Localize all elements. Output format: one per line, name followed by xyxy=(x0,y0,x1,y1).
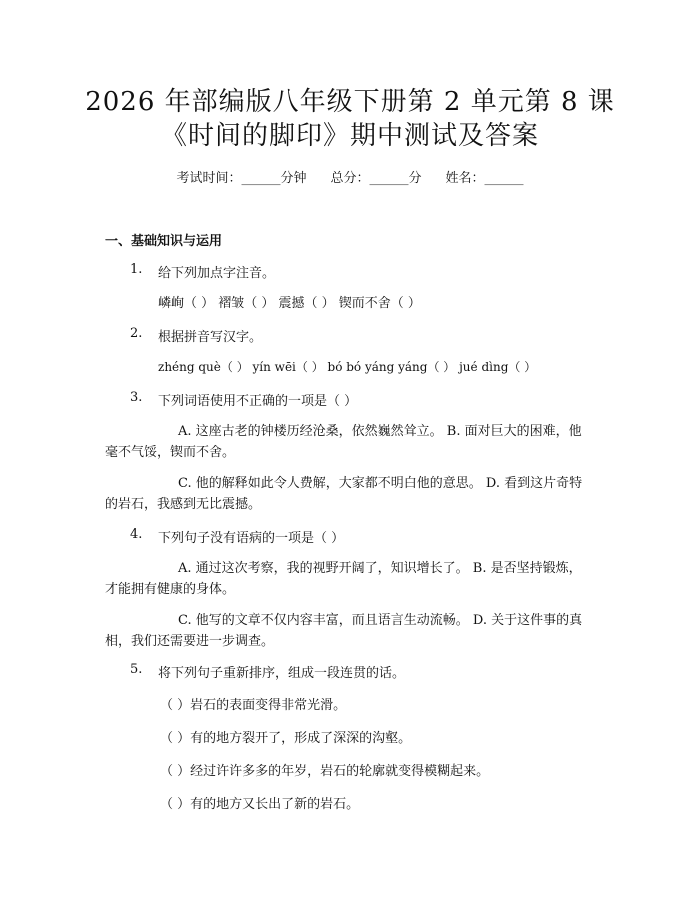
question-1-items: 嶙峋（ ） 褶皱（ ） 震撼（ ） 锲而不舍（ ） xyxy=(158,296,421,311)
section-heading: 一、基础知识与运用 xyxy=(105,234,223,249)
question-4-options-cd: C. 他写的文章不仅内容丰富，而且语言生动流畅。 D. 关于这件事的真 xyxy=(178,613,583,628)
question-number: 5. xyxy=(130,662,143,677)
question-4-options-ab: A. 通过这次考察，我的视野开阔了，知识增长了。 B. 是否坚持锻炼， xyxy=(178,561,582,576)
question-text: 给下列加点字注音。 xyxy=(158,266,276,281)
question-3-options-cd: C. 他的解释如此令人费解，大家都不明白他的意思。 D. 看到这片奇特 xyxy=(178,476,583,491)
exam-info-row xyxy=(0,167,700,186)
question-3-options-ab: A. 这座古老的钟楼历经沧桑，依然巍然耸立。 B. 面对巨大的困难，他 xyxy=(178,424,582,439)
question-2-items: zhéng què（ ） yín wēi（ ） bó bó yáng yáng（ ） jué dìng（ ） xyxy=(158,360,537,374)
sentence-3: （ ）经过许许多多的年岁，岩石的轮廓就变得模糊起来。 xyxy=(160,764,490,779)
question-text: 根据拼音写汉字。 xyxy=(158,330,263,345)
question-number: 1. xyxy=(130,262,143,277)
question-4-options-ab-cont: 才能拥有健康的身体。 xyxy=(105,582,236,597)
question-text: 下列词语使用不正确的一项是（ ） xyxy=(158,394,358,409)
student-name-field: 姓名：______ xyxy=(445,171,524,186)
question-text: 下列句子没有语病的一项是（ ） xyxy=(158,531,345,546)
question-3-options-cd-cont: 的岩石，我感到无比震撼。 xyxy=(105,497,262,512)
question-4-options-cd-cont: 相，我们还需要进一步调查。 xyxy=(105,634,275,649)
sentence-2: （ ）有的地方裂开了，形成了深深的沟壑。 xyxy=(160,731,412,746)
title-line-2: 《时间的脚印》期中测试及答案 xyxy=(160,121,539,151)
title-line-1: 2026 年部编版八年级下册第 2 单元第 8 课 xyxy=(85,87,615,117)
total-score-field: 总分：______分 xyxy=(330,171,422,186)
question-number: 4. xyxy=(130,527,143,542)
sentence-4: （ ）有的地方又长出了新的岩石。 xyxy=(160,797,360,812)
question-number: 3. xyxy=(130,390,143,405)
question-3-options-ab-cont: 毫不气馁，锲而不舍。 xyxy=(105,445,236,460)
question-number: 2. xyxy=(130,326,143,341)
question-text: 将下列句子重新排序，组成一段连贯的话。 xyxy=(158,666,406,681)
sentence-1: （ ）岩石的表面变得非常光滑。 xyxy=(160,698,347,713)
exam-time-field: 考试时间：______分钟 xyxy=(176,171,307,186)
